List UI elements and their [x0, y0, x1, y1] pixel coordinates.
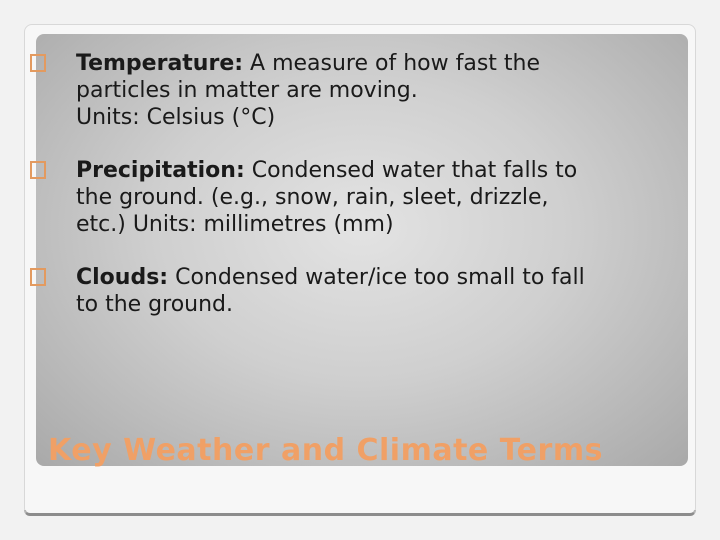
- definition-line: Condensed water that falls to: [244, 158, 578, 183]
- bullet-precipitation: [30, 157, 690, 238]
- bullet-temperature: [30, 50, 690, 131]
- definition-line: to the ground.: [76, 292, 234, 317]
- term-label: Temperature:: [76, 51, 244, 76]
- bullet-clouds: [30, 264, 690, 318]
- definition-line: Units: Celsius (°C): [76, 105, 276, 130]
- definition-line: A measure of how fast the: [243, 51, 541, 76]
- frame-bottom-edge: [24, 510, 696, 516]
- term-label: Clouds:: [76, 265, 169, 290]
- definition-line: the ground. (e.g., snow, rain, sleet, drizzle,: [76, 185, 549, 210]
- square-bullet-icon: [30, 157, 76, 184]
- slide-title: Key Weather and Climate Terms: [48, 433, 603, 468]
- square-bullet-icon: [30, 50, 76, 77]
- bullet-list: [30, 50, 690, 344]
- definition-line: etc.) Units: millimetres (mm): [76, 212, 394, 237]
- term-label: Precipitation:: [76, 158, 245, 183]
- definition-line: particles in matter are moving.: [76, 78, 418, 103]
- definition-line: Condensed water/ice too small to fall: [168, 265, 585, 290]
- square-bullet-icon: [30, 264, 76, 291]
